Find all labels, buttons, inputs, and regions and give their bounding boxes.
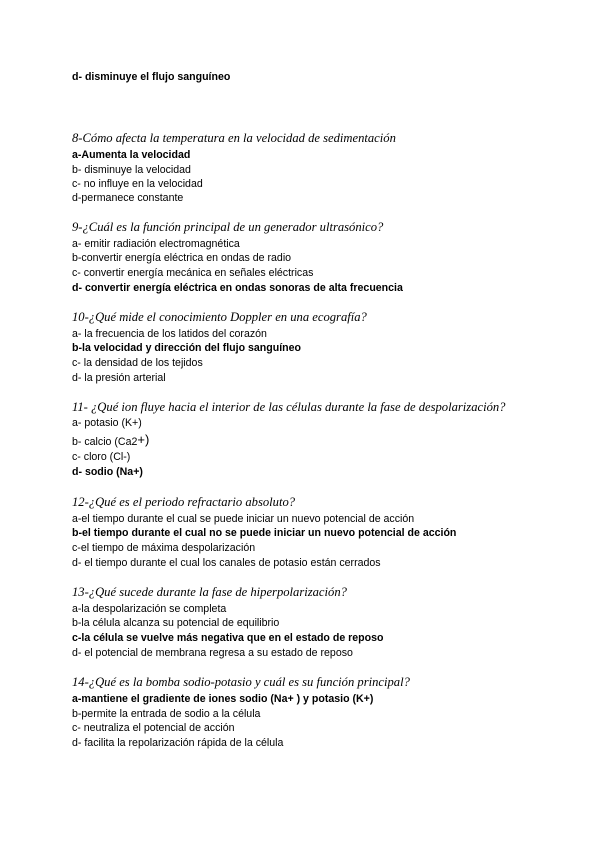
q13-option-d: d- el potencial de membrana regresa a su estado de reposo [72,647,353,659]
q10-option-a: a- la frecuencia de los latidos del corazón [72,328,267,340]
q14-option-b: b-permite la entrada de sodio a la célula [72,708,261,720]
q9-option-a: a- emitir radiación electromagnética [72,238,240,250]
question-10: 10-¿Qué mide el conocimiento Doppler en una ecografía? [72,310,367,324]
q10-option-b: b-la velocidad y dirección del flujo sanguíneo [72,342,301,354]
question-13: 13-¿Qué sucede durante la fase de hiperpolarización? [72,585,347,599]
q9-option-b: b-convertir energía eléctrica en ondas de radio [72,252,292,264]
answer-d-disminuye: d- disminuye el flujo sanguíneo [72,71,231,83]
question-9: 9-¿Cuál es la función principal de un generador ultrasónico? [72,220,384,234]
q10-option-d: d- la presión arterial [72,372,166,384]
q13-option-c: c-la célula se vuelve más negativa que en el estado de reposo [72,632,384,644]
q11-option-b [72,433,149,449]
q12-option-b: b-el tiempo durante el cual no se puede iniciar un nuevo potencial de acción [72,527,457,539]
q8-option-c: c- no influye en la velocidad [72,178,203,190]
q11-option-a: a- potasio (K+) [72,417,142,429]
q11-option-c: c- cloro (Cl-) [72,451,131,463]
q12-option-a: a-el tiempo durante el cual se puede iniciar un nuevo potencial de acción [72,513,415,525]
q11-option-b-suffix: +) [137,432,150,447]
q12-option-c: c-el tiempo de máxima despolarización [72,542,256,554]
q10-option-c: c- la densidad de los tejidos [72,357,203,369]
question-12: 12-¿Qué es el periodo refractario absoluto? [72,495,296,509]
q8-option-a: a-Aumenta la velocidad [72,149,191,161]
q14-option-d: d- facilita la repolarización rápida de la célula [72,737,284,749]
q9-option-d: d- convertir energía eléctrica en ondas sonoras de alta frecuencia [72,282,403,294]
q14-option-c: c- neutraliza el potencial de acción [72,722,235,734]
question-11: 11- ¿Qué ion fluye hacia el interior de las células durante la fase de despolarización? [72,400,506,414]
q8-option-d: d-permanece constante [72,192,184,204]
q14-option-a: a-mantiene el gradiente de iones sodio (Na+ ) y potasio (K+) [72,693,374,705]
q8-option-b: b- disminuye la velocidad [72,164,191,176]
question-14: 14-¿Qué es la bomba sodio-potasio y cuál es su función principal? [72,675,410,689]
q9-option-c: c- convertir energía mecánica en señales eléctricas [72,267,314,279]
q12-option-d: d- el tiempo durante el cual los canales de potasio están cerrados [72,557,381,569]
question-8: 8-Cómo afecta la temperatura en la velocidad de sedimentación [72,131,396,145]
q13-option-a: a-la despolarización se completa [72,603,227,615]
q11-option-d: d- sodio (Na+) [72,466,143,478]
q11-option-b-text: b- calcio (Ca2 [72,436,138,448]
q13-option-b: b-la célula alcanza su potencial de equilibrio [72,617,280,629]
